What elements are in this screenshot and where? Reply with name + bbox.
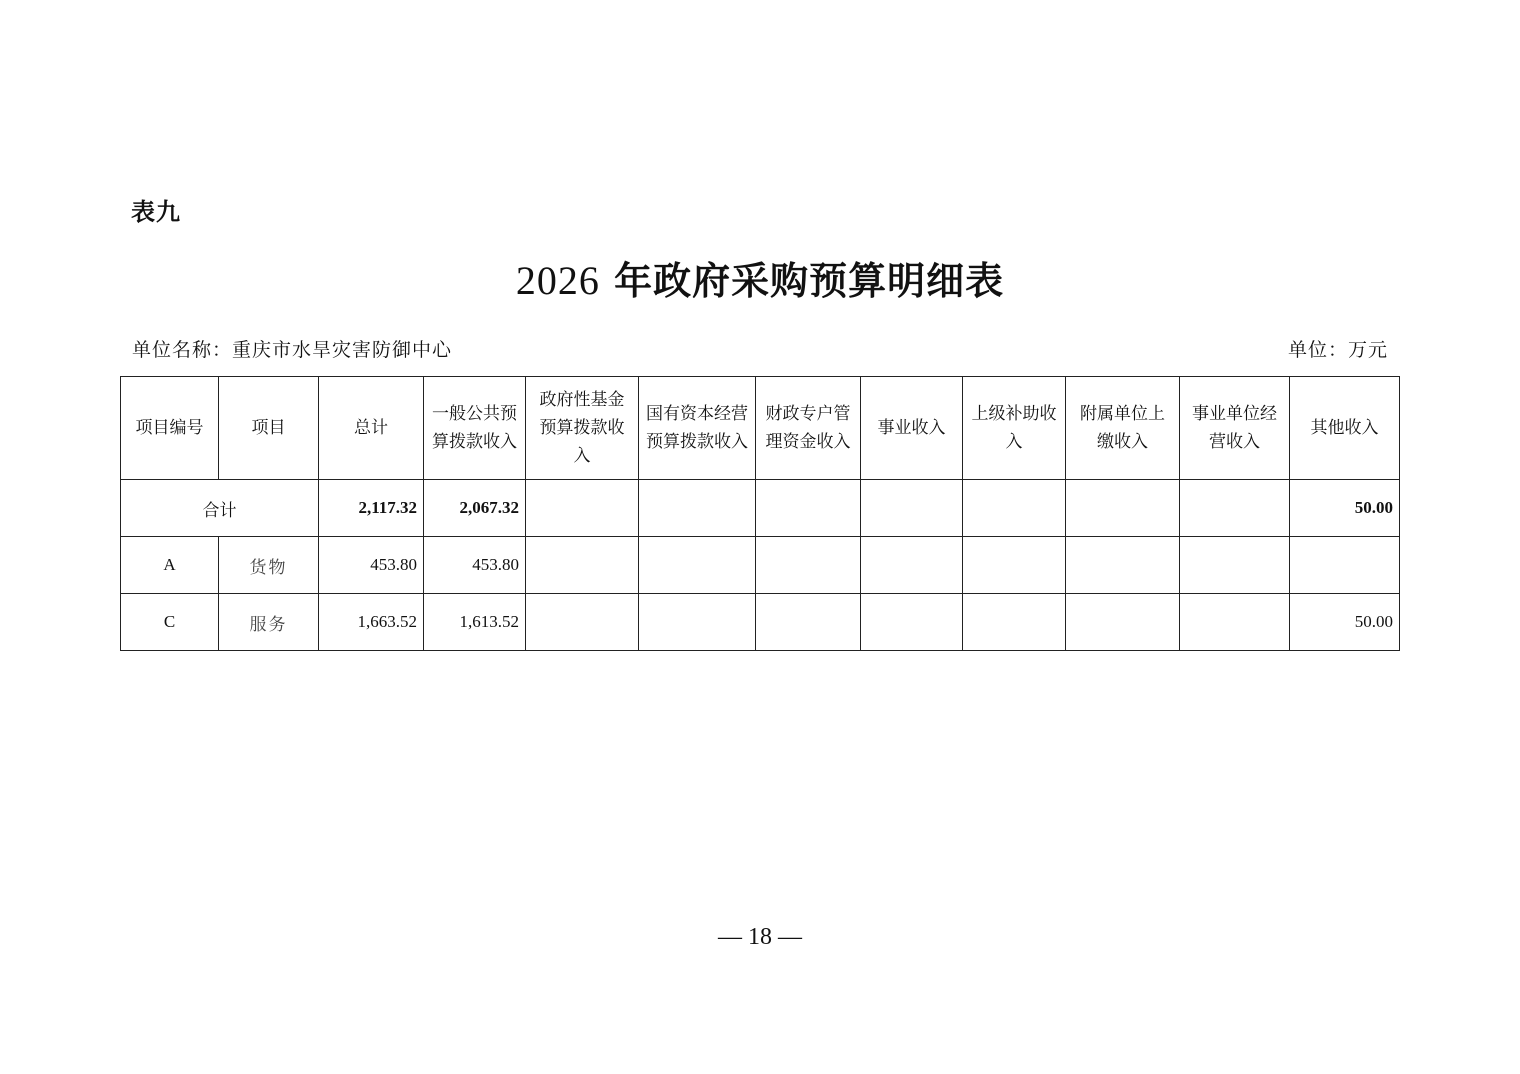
- table-cell: [526, 594, 639, 651]
- table-cell: 2,117.32: [319, 480, 424, 537]
- table-cell: [1180, 480, 1290, 537]
- table-cell: [639, 480, 756, 537]
- table-cell: 1,663.52: [319, 594, 424, 651]
- table-cell: 50.00: [1290, 594, 1400, 651]
- item-code: A: [121, 537, 219, 594]
- table-cell: 2,067.32: [424, 480, 526, 537]
- table-cell: [639, 594, 756, 651]
- table-cell: [526, 537, 639, 594]
- table-cell: [1290, 537, 1400, 594]
- unit-label: 单位：万元: [1287, 339, 1388, 361]
- table-cell: [963, 480, 1066, 537]
- header-cell: 国有资本经营预算拨款收入: [639, 377, 756, 480]
- table-cell: [1066, 537, 1180, 594]
- table-cell: [526, 480, 639, 537]
- table-cell: [861, 537, 963, 594]
- header-cell: 项目: [219, 377, 319, 480]
- table-cell: [1066, 480, 1180, 537]
- table-cell: [756, 594, 861, 651]
- header-cell: 附属单位上缴收入: [1066, 377, 1180, 480]
- table-row: [121, 537, 1400, 594]
- table-cell: [861, 594, 963, 651]
- header-cell: 项目编号: [121, 377, 219, 480]
- page-title: [0, 250, 1520, 305]
- table-cell: [756, 480, 861, 537]
- page-number: — 18 —: [718, 924, 802, 950]
- header-cell: 总计: [319, 377, 424, 480]
- item-name: 服务: [219, 594, 319, 651]
- table-cell: [756, 537, 861, 594]
- table-cell: [963, 594, 1066, 651]
- header-cell: 上级补助收入: [963, 377, 1066, 480]
- title-year: 2026: [515, 258, 600, 303]
- table-cell: 50.00: [1290, 480, 1400, 537]
- header-cell: 财政专户管理资金收入: [756, 377, 861, 480]
- table-cell: 453.80: [424, 537, 526, 594]
- table-cell: [1180, 594, 1290, 651]
- procurement-budget-table: [120, 376, 1400, 651]
- table-row: [121, 594, 1400, 651]
- header-row: [121, 377, 1400, 480]
- item-code: C: [121, 594, 219, 651]
- table-label: 表九: [131, 198, 181, 226]
- table-cell: [1066, 594, 1180, 651]
- table-cell: 1,613.52: [424, 594, 526, 651]
- table-cell: [963, 537, 1066, 594]
- header-cell: 一般公共预算拨款收入: [424, 377, 526, 480]
- header-cell: 事业单位经营收入: [1180, 377, 1290, 480]
- table-cell: 453.80: [319, 537, 424, 594]
- title-text: 年政府采购预算明细表: [614, 258, 1005, 303]
- table-cell: [861, 480, 963, 537]
- header-cell: 事业收入: [861, 377, 963, 480]
- header-cell: 政府性基金预算拨款收入: [526, 377, 639, 480]
- unit-name: 单位名称：重庆市水旱灾害防御中心: [132, 339, 453, 361]
- table-cell: [639, 537, 756, 594]
- table-cell: [1180, 537, 1290, 594]
- total-label: 合计: [121, 480, 319, 537]
- total-row: [121, 480, 1400, 537]
- header-cell: 其他收入: [1290, 377, 1400, 480]
- item-name: 货物: [219, 537, 319, 594]
